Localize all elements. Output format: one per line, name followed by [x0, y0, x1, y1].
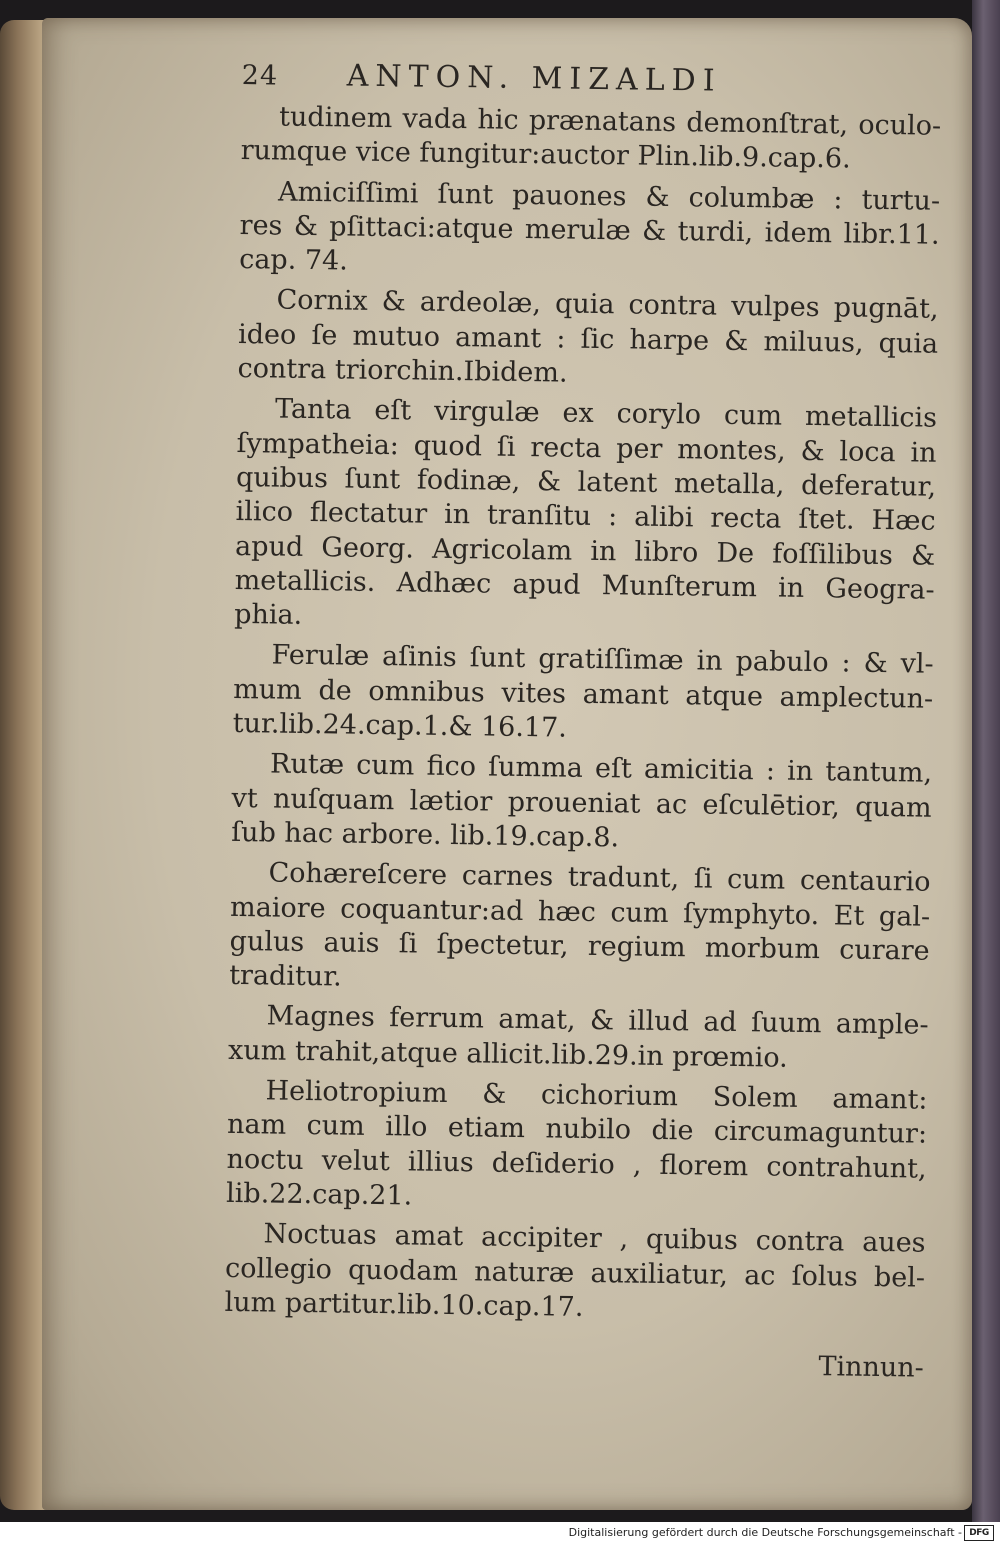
text-line: collegio quodam naturæ auxiliatur, ac ſolus bel- — [224, 1252, 926, 1294]
text-line: vt nuſquam lætior proueniat ac eſculētior, quam — [231, 782, 932, 824]
text-line: Noctuas amat accipiter , quibus contra aues — [263, 1218, 926, 1259]
paragraph — [231, 747, 932, 860]
paragraph — [232, 638, 933, 751]
text-line: Heliotropium & cichorium Solem amant: — [265, 1075, 928, 1116]
text-block — [224, 58, 942, 1386]
text-line: rumque vice fungitur:auctor Plin.lib.9.cap.6. — [240, 135, 851, 175]
text-line: cap. 74. — [238, 244, 348, 277]
footer-bar — [0, 1522, 1000, 1543]
paragraph — [240, 100, 941, 178]
text-line: tur.lib.24.cap.1.& 16.17. — [232, 707, 568, 744]
dfg-logo: DFG — [964, 1525, 994, 1541]
text-line: Rutæ cum fico ſumma eſt amicitia : in tantum, — [269, 748, 933, 790]
paragraph — [226, 1074, 928, 1221]
paragraph — [229, 856, 931, 1003]
paragraph — [234, 392, 937, 642]
paragraph — [228, 999, 929, 1077]
text-line: maiore coquantur:ad hæc cum ſymphyto. Et gal- — [229, 891, 931, 933]
text-line: tudinem vada hic prænatans demonſtrat, oculo- — [278, 101, 942, 142]
text-line: Ferulæ aſinis ſunt gratiſſimæ in pabulo : & vl- — [271, 639, 934, 681]
paragraph — [239, 175, 940, 288]
page-header — [241, 58, 941, 106]
text-line: contra triorchin.Ibidem. — [237, 353, 568, 389]
text-line: traditur. — [228, 960, 342, 993]
text-line: metallicis. Adhæc apud Munſterum in Geogra- — [234, 564, 935, 606]
text-line: Amiciſſimi ſunt pauones & columbæ : turtu- — [277, 176, 941, 217]
book-cover-edge — [972, 0, 1000, 1522]
catchword: Tinnun- — [818, 1351, 924, 1384]
text-line: quibus ſunt fodinæ, & latent metalla, deferatur, — [235, 461, 937, 503]
text-line: lib.22.cap.21. — [225, 1177, 413, 1212]
text-line: Magnes ferrum amat, & illud ad ſuum ample- — [266, 1000, 929, 1042]
text-line: mum de omnibus vites amant atque amplectun- — [232, 673, 934, 715]
text-line: apud Georg. Agricolam in libro De foſſilibus & — [234, 530, 936, 572]
text-line: ilico flectatur in tranſitu : alibi recta ſtet. Hæc — [235, 496, 936, 537]
text-line: Tanta eſt virgulæ ex corylo cum metallicis — [274, 393, 938, 435]
text-line: ſympatheia: quod ſi recta per montes, & loca in — [236, 427, 937, 469]
book-page — [42, 18, 972, 1510]
running-head: ANTON. MIZALDI — [346, 58, 722, 99]
page-number: 24 — [241, 59, 279, 92]
text-line: ſub hac arbore. lib.19.cap.8. — [230, 816, 620, 854]
paragraph — [224, 1217, 925, 1330]
text-line: phia. — [234, 599, 303, 632]
text-line: Cohæreſcere carnes tradunt, ſi cum centaurio — [268, 857, 931, 898]
text-line: noctu velut illius deſiderio , florem contrahunt, — [226, 1143, 927, 1185]
text-line: Cornix & ardeolæ, quia contra vulpes pugnāt, — [276, 284, 939, 326]
text-line: res & pſittaci:atque merulæ & turdi, idem libr.11. — [239, 209, 940, 251]
text-line: lum partitur.lib.10.cap.17. — [224, 1286, 584, 1323]
text-line: ideo ſe mutuo amant : ſic harpe & miluus, quia — [237, 318, 939, 360]
text-line: xum trahit,atque allicit.lib.29.in prœmio. — [227, 1034, 788, 1074]
paragraphs — [224, 100, 941, 1330]
funding-notice: Digitalisierung gefördert durch die Deutsche Forschungsgemeinschaft - — [568, 1526, 962, 1539]
paragraph — [237, 283, 938, 396]
text-line: gulus auis ſi ſpectetur, regium morbum curare — [229, 925, 930, 967]
text-line: nam cum illo etiam nubilo die circumaguntur: — [226, 1109, 928, 1150]
